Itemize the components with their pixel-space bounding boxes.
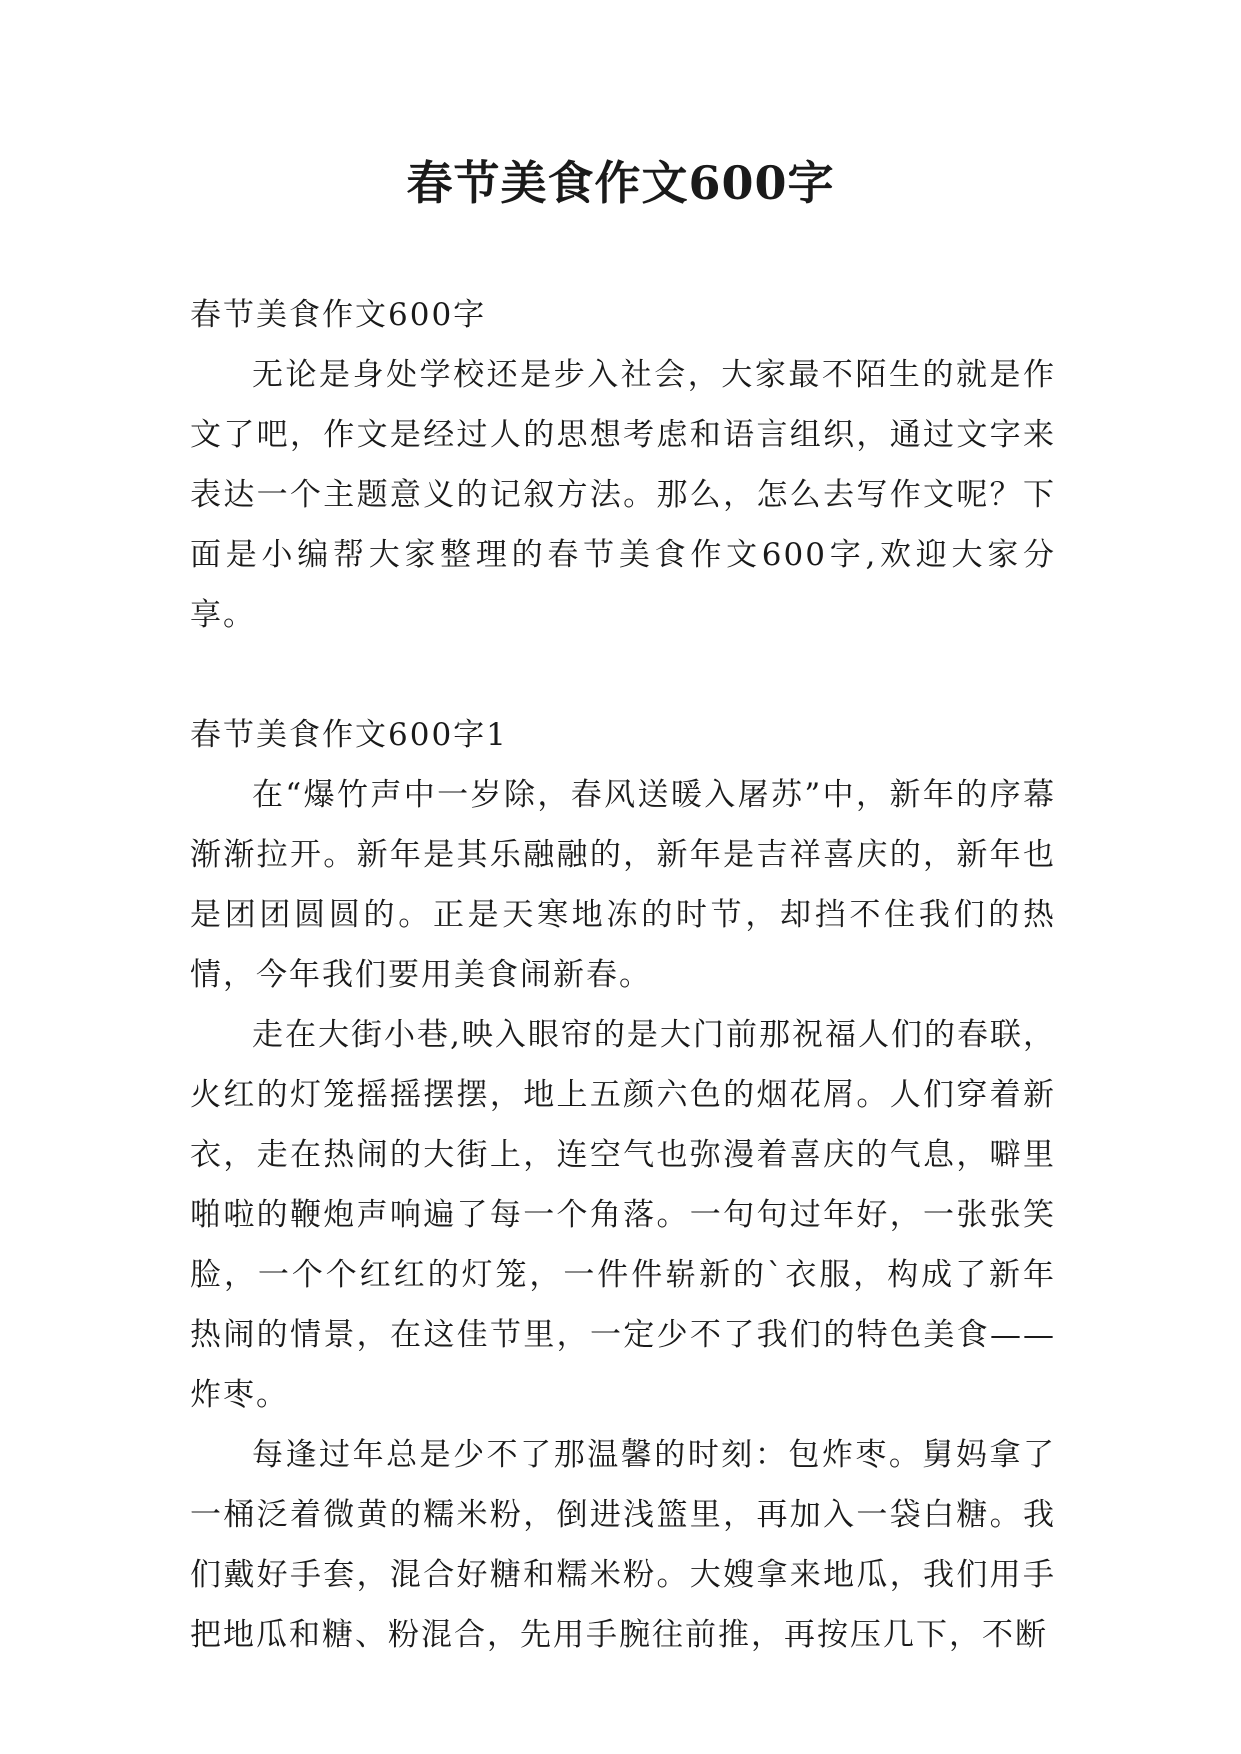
document-title: 春节美食作文600字: [406, 156, 835, 210]
intro-paragraph: 无论是身处学校还是步入社会，大家最不陌生的就是作文了吧，作文是经过人的思想考虑和语言组织，通过文字来表达一个主题意义的记叙方法。那么，怎么去写作文呢？下面是小编帮大家整理的春节美食作文600字,欢迎大家分享。: [190, 357, 1056, 633]
section-spacer: [190, 645, 1056, 705]
body-paragraph: 在“爆竹声中一岁除，春风送暖入屠苏”中，新年的序幕渐渐拉开。新年是其乐融融的，新年是吉祥喜庆的，新年也是团团圆圆的。正是天寒地冻的时节，却挡不住我们的热情，今年我们要用美食闹新春。: [190, 777, 1056, 993]
section-heading: 春节美食作文600字1: [190, 717, 508, 753]
intro-heading: 春节美食作文600字: [190, 297, 487, 333]
body-paragraph: 走在大街小巷,映入眼帘的是大门前那祝福人们的春联，火红的灯笼摇摇摆摆，地上五颜六色的烟花屑。人们穿着新衣，走在热闹的大街上，连空气也弥漫着喜庆的气息，噼里啪啦的鞭炮声响遍了每一个角落。一句句过年好，一张张笑脸，一个个红红的灯笼，一件件崭新的`衣服，构成了新年热闹的情景，在这佳节里，一定少不了我们的特色美食——炸枣。: [190, 1017, 1056, 1413]
document-body: [190, 285, 1056, 1665]
body-paragraph: 每逢过年总是少不了那温馨的时刻：包炸枣。舅妈拿了一桶泛着微黄的糯米粉，倒进浅篮里，再加入一袋白糖。我们戴好手套，混合好糖和糯米粉。大嫂拿来地瓜，我们用手把地瓜和糖、粉混合，先用手腕往前推，再按压几下，不断: [190, 1437, 1056, 1653]
